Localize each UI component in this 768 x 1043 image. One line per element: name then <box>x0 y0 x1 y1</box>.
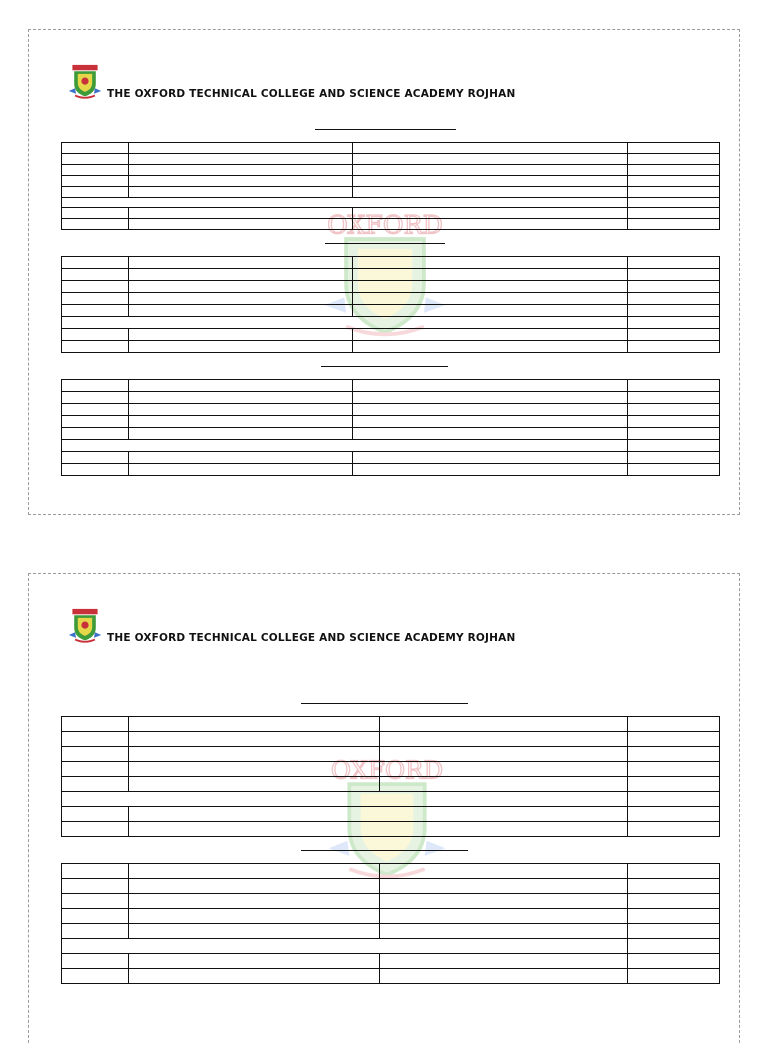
column-divider <box>627 969 628 983</box>
column-divider <box>627 257 628 268</box>
column-divider <box>379 894 380 908</box>
column-divider <box>128 909 129 923</box>
column-divider <box>627 879 628 893</box>
table-row <box>62 777 719 792</box>
column-divider <box>128 380 129 391</box>
column-divider <box>627 165 628 175</box>
table-row <box>62 281 719 293</box>
column-divider <box>379 969 380 983</box>
column-divider <box>627 380 628 391</box>
column-divider <box>352 143 353 153</box>
table-row <box>62 176 719 187</box>
table-row <box>62 452 719 464</box>
column-divider <box>352 257 353 268</box>
column-divider <box>352 416 353 427</box>
column-divider <box>627 269 628 280</box>
table-row <box>62 924 719 939</box>
column-divider <box>379 864 380 878</box>
column-divider <box>128 428 129 439</box>
column-divider <box>128 954 129 968</box>
svg-text:OXFORD: OXFORD <box>327 210 443 240</box>
college-name: THE OXFORD TECHNICAL COLLEGE AND SCIENCE ACADEMY ROJHAN <box>107 632 516 644</box>
table-row <box>62 208 719 219</box>
table-row <box>62 293 719 305</box>
column-divider <box>352 305 353 316</box>
column-divider <box>627 717 628 731</box>
table-row <box>62 954 719 969</box>
column-divider <box>627 762 628 776</box>
column-divider <box>128 864 129 878</box>
column-divider <box>379 747 380 761</box>
column-divider <box>128 154 129 164</box>
column-divider <box>352 380 353 391</box>
table-row <box>62 747 719 762</box>
column-divider <box>627 404 628 415</box>
column-divider <box>627 329 628 340</box>
column-divider <box>128 894 129 908</box>
table-row <box>62 165 719 176</box>
column-divider <box>379 924 380 938</box>
table-row <box>62 219 719 229</box>
column-divider <box>352 293 353 304</box>
column-divider <box>627 792 628 806</box>
column-divider <box>627 176 628 186</box>
table-row <box>62 269 719 281</box>
column-divider <box>379 879 380 893</box>
column-divider <box>352 219 353 229</box>
column-divider <box>128 822 129 836</box>
column-divider <box>627 954 628 968</box>
column-divider <box>128 969 129 983</box>
table-row <box>62 416 719 428</box>
table-row <box>62 879 719 894</box>
table-row <box>62 717 719 732</box>
page-1 <box>28 29 740 515</box>
column-divider <box>627 341 628 352</box>
column-divider <box>627 208 628 218</box>
column-divider <box>128 187 129 197</box>
table-row <box>62 762 719 777</box>
column-divider <box>379 762 380 776</box>
column-divider <box>352 428 353 439</box>
column-divider <box>352 341 353 352</box>
column-divider <box>627 777 628 791</box>
table-row <box>62 909 719 924</box>
college-crest-icon <box>67 608 103 644</box>
table-row <box>62 428 719 440</box>
column-divider <box>627 293 628 304</box>
column-divider <box>128 404 129 415</box>
column-divider <box>128 807 129 821</box>
column-divider <box>352 329 353 340</box>
page-2 <box>28 573 740 1043</box>
table-row <box>62 807 719 822</box>
column-divider <box>379 777 380 791</box>
table-heading-line-2 <box>325 243 445 244</box>
column-divider <box>627 416 628 427</box>
table-row <box>62 732 719 747</box>
column-divider <box>128 293 129 304</box>
column-divider <box>379 717 380 731</box>
column-divider <box>128 717 129 731</box>
table-heading-line-5 <box>301 850 468 851</box>
column-divider <box>627 452 628 463</box>
column-divider <box>627 747 628 761</box>
svg-text:OXFORD: OXFORD <box>330 755 444 785</box>
table-row <box>62 440 719 452</box>
column-divider <box>379 909 380 923</box>
column-divider <box>627 864 628 878</box>
table-heading-line-1 <box>315 129 456 130</box>
column-divider <box>627 305 628 316</box>
column-divider <box>352 208 353 218</box>
column-divider <box>627 440 628 451</box>
table-row <box>62 464 719 475</box>
page-header <box>67 608 667 642</box>
table-row <box>62 143 719 154</box>
column-divider <box>627 143 628 153</box>
table-5 <box>61 863 720 984</box>
column-divider <box>627 807 628 821</box>
column-divider <box>128 305 129 316</box>
column-divider <box>128 762 129 776</box>
column-divider <box>352 269 353 280</box>
column-divider <box>627 924 628 938</box>
column-divider <box>627 392 628 403</box>
column-divider <box>128 219 129 229</box>
table-row <box>62 864 719 879</box>
column-divider <box>627 317 628 328</box>
table-4 <box>61 716 720 837</box>
column-divider <box>352 392 353 403</box>
column-divider <box>379 954 380 968</box>
column-divider <box>128 329 129 340</box>
column-divider <box>352 187 353 197</box>
column-divider <box>128 165 129 175</box>
table-row <box>62 380 719 392</box>
column-divider <box>627 939 628 953</box>
table-row <box>62 187 719 198</box>
column-divider <box>128 341 129 352</box>
column-divider <box>627 187 628 197</box>
page-header <box>67 64 667 98</box>
table-row <box>62 257 719 269</box>
column-divider <box>128 208 129 218</box>
table-1 <box>61 142 720 230</box>
column-divider <box>128 777 129 791</box>
column-divider <box>128 257 129 268</box>
table-row <box>62 341 719 352</box>
table-row <box>62 305 719 317</box>
table-row <box>62 404 719 416</box>
table-row <box>62 198 719 208</box>
column-divider <box>627 732 628 746</box>
table-heading-line-3 <box>321 366 448 367</box>
college-crest-icon <box>67 64 103 100</box>
column-divider <box>627 894 628 908</box>
column-divider <box>352 464 353 475</box>
column-divider <box>627 281 628 292</box>
column-divider <box>128 281 129 292</box>
column-divider <box>352 452 353 463</box>
table-heading-line-4 <box>301 703 468 704</box>
column-divider <box>627 909 628 923</box>
college-name: THE OXFORD TECHNICAL COLLEGE AND SCIENCE ACADEMY ROJHAN <box>107 88 516 100</box>
column-divider <box>128 176 129 186</box>
column-divider <box>627 198 628 207</box>
column-divider <box>627 154 628 164</box>
column-divider <box>128 416 129 427</box>
column-divider <box>352 154 353 164</box>
column-divider <box>128 269 129 280</box>
column-divider <box>128 747 129 761</box>
table-2 <box>61 256 720 353</box>
column-divider <box>352 165 353 175</box>
column-divider <box>627 428 628 439</box>
column-divider <box>352 404 353 415</box>
column-divider <box>128 392 129 403</box>
column-divider <box>128 464 129 475</box>
column-divider <box>379 732 380 746</box>
column-divider <box>128 732 129 746</box>
table-3 <box>61 379 720 476</box>
column-divider <box>627 464 628 475</box>
table-row <box>62 939 719 954</box>
table-row <box>62 822 719 836</box>
table-row <box>62 317 719 329</box>
column-divider <box>627 822 628 836</box>
column-divider <box>128 143 129 153</box>
column-divider <box>128 879 129 893</box>
table-row <box>62 329 719 341</box>
column-divider <box>352 281 353 292</box>
column-divider <box>128 452 129 463</box>
column-divider <box>128 924 129 938</box>
table-row <box>62 392 719 404</box>
table-row <box>62 154 719 165</box>
table-row <box>62 969 719 983</box>
table-row <box>62 894 719 909</box>
column-divider <box>352 176 353 186</box>
table-row <box>62 792 719 807</box>
column-divider <box>627 219 628 229</box>
